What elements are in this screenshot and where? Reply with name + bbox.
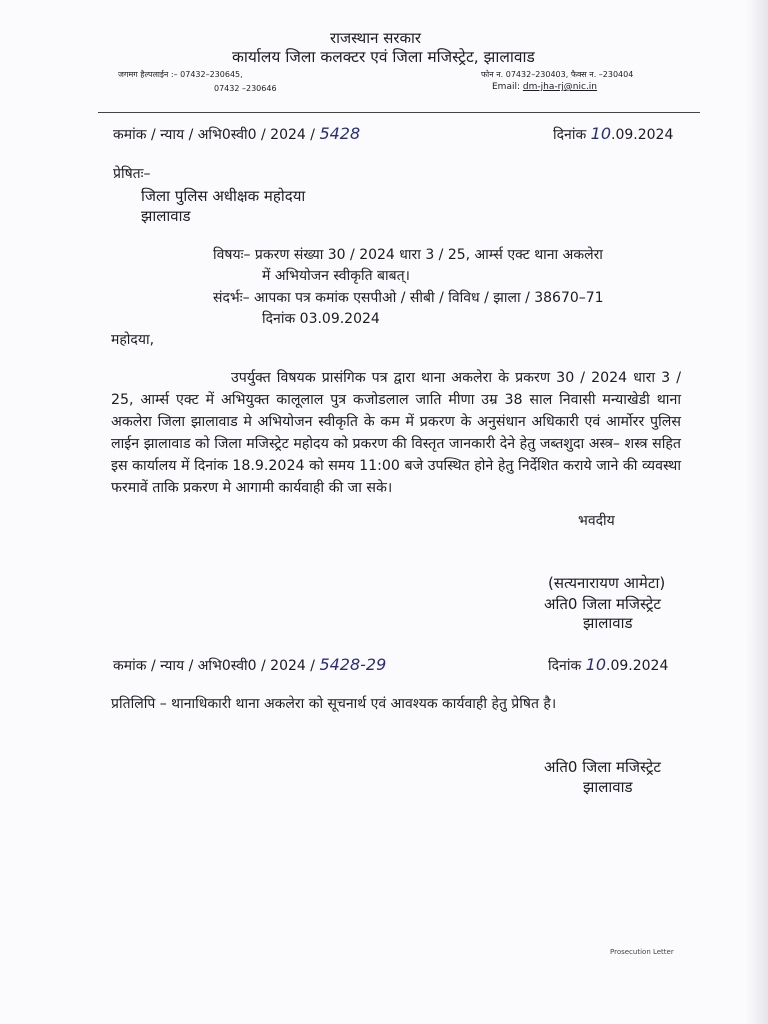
ref-number-handwritten: 5428 bbox=[319, 124, 361, 143]
ref-number-prefix: कमांक / न्याय / अभि0स्वी0 / 2024 / bbox=[113, 658, 315, 674]
email-line bbox=[492, 82, 597, 92]
footer-note: Prosecution Letter bbox=[610, 948, 674, 956]
signatory2-place: झालावाड bbox=[583, 778, 633, 796]
date-label: दिनांक bbox=[553, 127, 587, 143]
closing: भवदीय bbox=[578, 513, 615, 529]
signatory2-designation: अति0 जिला मजिस्ट्रेट bbox=[544, 758, 661, 776]
recipient-name: जिला पुलिस अधीक्षक महोदया bbox=[141, 187, 306, 205]
recipient-place: झालावाड bbox=[141, 207, 191, 225]
date-day-handwritten: 10 bbox=[585, 655, 607, 674]
date-suffix: .09.2024 bbox=[611, 127, 674, 143]
govt-heading: राजस्थान सरकार bbox=[330, 29, 422, 47]
office-heading: कार्यालय जिला कलक्टर एवं जिला मजिस्ट्रेट, झालावाड bbox=[232, 48, 535, 66]
signatory-designation: अति0 जिला मजिस्ट्रेट bbox=[544, 595, 661, 613]
subject-line1: विषयः– प्रकरण संख्या 30 / 2024 धारा 3 / 25, आर्म्स एक्ट थाना अकलेरा bbox=[213, 247, 603, 263]
ref-date-2 bbox=[548, 655, 668, 675]
body-paragraph: उपर्युक्त विषयक प्रासंगिक पत्र द्वारा थाना अकलेरा के प्रकरण 30 / 2024 धारा 3 / 25, आर्म्स एक्ट में अभियुक्त कालूलाल पुत्र कजोडलाल जाति मीणा उम्र 38 साल निवासी मन्याखेडी थाना अकलेरा जिला झालावाड मे अभियोजन स्वीकृति के कम में प्रकरण के अनुसंधान अधिकारी एवं आर्मोरर पुलिस लाईन झालावाड को जिला मजिस्ट्रेट महोदय को प्रकरण की विस्तृत जानकारी देने हेतु जब्तशुदा अस्त्र– शस्त्र सहित इस कार्यालय में दिनांक 18.9.2024 को समय 11:00 बजे उपस्थित होने हेतु निर्देशित कराये जाने की व्यवस्था फरमावें ताकि प्रकरण मे आगामी कार्यवाही की जा सके। bbox=[111, 370, 681, 496]
email-address: dm-jha-rj@nic.in bbox=[522, 82, 598, 92]
phone-fax: फोन न. 07432–230403, फैक्स न. –230404 bbox=[481, 70, 634, 79]
date-suffix: .09.2024 bbox=[606, 658, 669, 674]
ref-number-2 bbox=[113, 655, 386, 675]
reference-line2: दिनांक 03.09.2024 bbox=[262, 311, 380, 327]
signatory-place: झालावाड bbox=[583, 614, 633, 632]
email-label: Email: bbox=[492, 82, 521, 92]
ref-number-1 bbox=[113, 124, 360, 144]
reference-line1: संदर्भः– आपका पत्र कमांक एसपीओ / सीबी / विविध / झाला / 38670–71 bbox=[213, 290, 604, 306]
header-divider bbox=[98, 112, 700, 113]
copy-to: प्रतिलिपि – थानाधिकारी थाना अकलेरा को सूचनार्थ एवं आवश्यक कार्यवाही हेतु प्रेषित है। bbox=[111, 696, 557, 712]
recipient-label: प्रेषितः– bbox=[113, 166, 151, 182]
salutation: महोदया, bbox=[111, 332, 155, 348]
helpline-line2: 07432 –230646 bbox=[214, 84, 277, 93]
ref-date-1 bbox=[553, 124, 673, 144]
ref-number-prefix: कमांक / न्याय / अभि0स्वी0 / 2024 / bbox=[113, 127, 315, 143]
subject-line2: में अभियोजन स्वीकृति बाबत्। bbox=[262, 268, 410, 284]
ref-number-handwritten: 5428-29 bbox=[319, 655, 387, 674]
signatory-name: (सत्यनारायण आमेटा) bbox=[548, 574, 666, 592]
date-day-handwritten: 10 bbox=[590, 124, 612, 143]
date-label: दिनांक bbox=[548, 658, 582, 674]
helpline-line1: जगमग हैल्पलाईन :– 07432–230645, bbox=[118, 70, 243, 79]
